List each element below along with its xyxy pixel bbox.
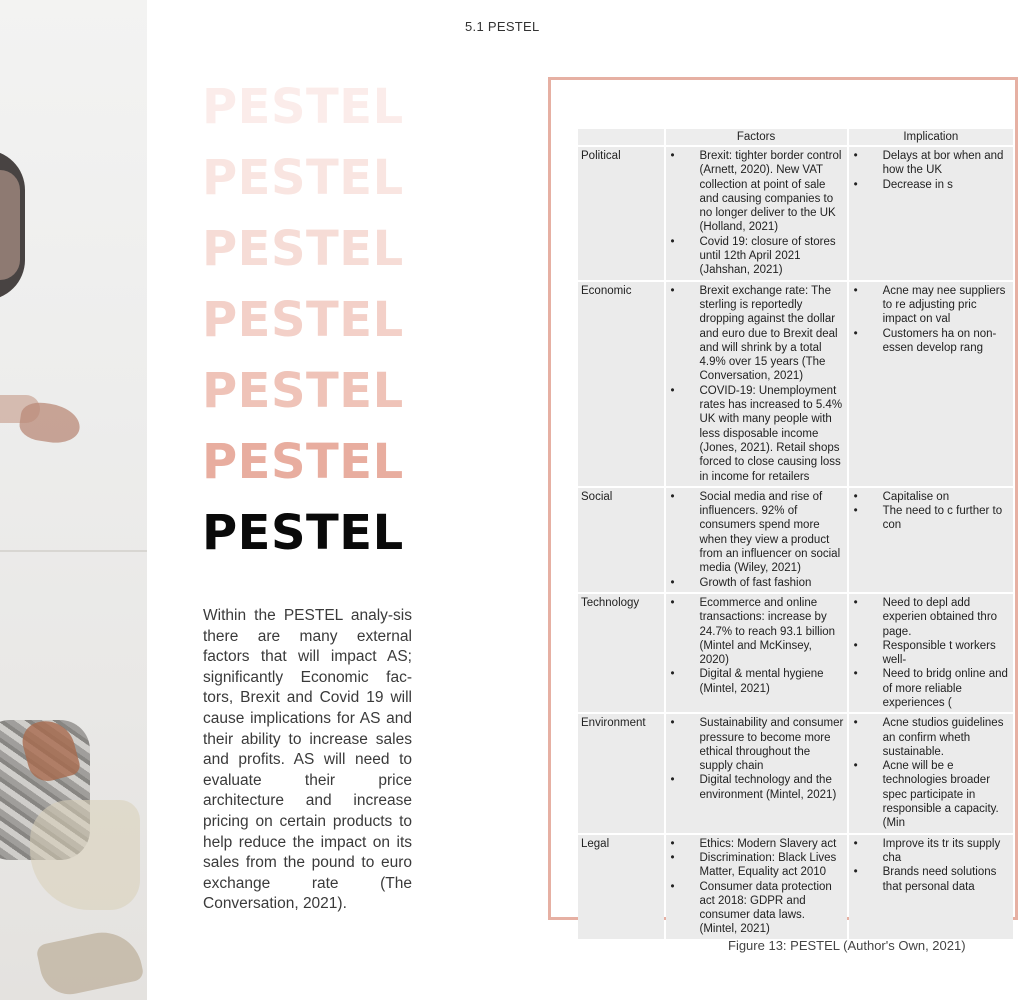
bullet-list: [669, 284, 844, 484]
bullet-item: • Acne studios guidelines an confirm wheth sustainable.: [852, 716, 1010, 759]
bullet-item: • Social media and rise of influencers. 92% of consumers spend more when they view a product from an influencer on social media (Wiley, 2021): [669, 490, 844, 576]
bullet-list: [669, 837, 844, 937]
bullet-list: [669, 716, 844, 802]
bullet-list: [852, 596, 1010, 710]
header-implications: Implication: [849, 129, 1013, 145]
photo-sheer-fabric: [30, 800, 140, 910]
factors-cell: [666, 835, 847, 939]
bullet-item: • Delays at bor when and how the UK: [852, 149, 1010, 178]
intro-paragraph: Within the PESTEL analy-sis there are many external factors that will impact AS; significantly Economic fac-tors, Brexit and Covid 19 will cause implications for AS and their ability to increase sales and profits. AS will need to evaluate their price architecture and increase pricing on certain products to help reduce the impact on its sales from the pound to euro exchange rate (The Conversation, 2021).: [203, 607, 412, 913]
bullet-item: • COVID-19: Unemployment rates has increased to 5.4% UK with many people with less disposable income (Jones, 2021). Retail shops forced to close causing loss in income for retailers: [669, 384, 844, 484]
pestel-word: PESTEL: [202, 79, 404, 135]
implications-cell: [849, 147, 1013, 280]
factors-cell: [666, 714, 847, 832]
implications-cell: [849, 835, 1013, 939]
bullet-item: • Discrimination: Black Lives Matter, Equality act 2010: [669, 851, 844, 880]
row-label: Environment: [578, 714, 664, 832]
photo-face: [0, 170, 20, 280]
table-row: [578, 147, 1013, 280]
row-label: Social: [578, 488, 664, 592]
pestel-word: PESTEL: [202, 221, 404, 277]
factors-cell: [666, 282, 847, 486]
photo-floor-line: [0, 550, 147, 552]
bullet-list: [669, 149, 844, 278]
bullet-item: • Growth of fast fashion: [669, 576, 844, 590]
table-row: [578, 282, 1013, 486]
bullet-item: • Digital & mental hygiene (Mintel, 2021): [669, 667, 844, 696]
bullet-item: • Acne may nee suppliers to re adjusting pric impact on val: [852, 284, 1010, 327]
table-row: [578, 594, 1013, 712]
pestel-table: [576, 127, 1015, 941]
bullet-item: • Sustainability and consumer pressure to become more ethical throughout the supply chain: [669, 716, 844, 773]
figure-caption: Figure 13: PESTEL (Author's Own, 2021): [728, 938, 966, 953]
row-label: Technology: [578, 594, 664, 712]
bullet-list: [852, 490, 1010, 533]
fashion-photo: [0, 0, 147, 1000]
section-title: 5.1 PESTEL: [465, 19, 540, 34]
bullet-item: • Improve its tr its supply cha: [852, 837, 1010, 866]
pestel-word-stack: [202, 72, 422, 569]
pestel-word: PESTEL: [202, 363, 404, 419]
bullet-item: • Ecommerce and online transactions: increase by 24.7% to reach 93.1 billion (Mintel and McKinsey, 2020): [669, 596, 844, 667]
bullet-item: • Ethics: Modern Slavery act: [669, 837, 844, 851]
bullet-item: • Consumer data protection act 2018: GDPR and consumer data laws. (Mintel, 2021): [669, 880, 844, 937]
bullet-item: • Acne will be e technologies broader spec participate in responsible a capacity. (Min: [852, 759, 1010, 830]
bullet-item: • Customers ha on non-essen develop rang: [852, 327, 1010, 356]
row-label: Political: [578, 147, 664, 280]
bullet-list: [852, 716, 1010, 830]
bullet-item: • Digital technology and the environment (Mintel, 2021): [669, 773, 844, 802]
header-factors: Factors: [666, 129, 847, 145]
table-row: [578, 488, 1013, 592]
bullet-item: • Brands need solutions that personal data: [852, 865, 1010, 894]
table-frame: [548, 77, 1018, 936]
bullet-item: • Capitalise on: [852, 490, 1010, 504]
bullet-item: • Brexit: tighter border control (Arnett, 2020). New VAT collection at point of sale and causing companies to no longer deliver to the UK (Holland, 2021): [669, 149, 844, 235]
bullet-item: • The need to c further to con: [852, 504, 1010, 533]
bullet-item: • Brexit exchange rate: The sterling is reportedly dropping against the dollar and euro due to Brexit deal and will shrink by a total 4.9% over 15 years (The Conversation, 2021): [669, 284, 844, 384]
implications-cell: [849, 714, 1013, 832]
implications-cell: [849, 594, 1013, 712]
bullet-item: • Responsible t workers well-: [852, 639, 1010, 668]
pestel-word: PESTEL: [202, 505, 404, 561]
factors-cell: [666, 147, 847, 280]
implications-cell: [849, 282, 1013, 486]
bullet-list: [852, 149, 1010, 192]
bullet-list: [669, 490, 844, 590]
bullet-list: [852, 284, 1010, 355]
photo-shoe-sole: [35, 925, 144, 1000]
header-empty: [578, 129, 664, 145]
factors-cell: [666, 594, 847, 712]
table-row: [578, 835, 1013, 939]
table-row: [578, 714, 1013, 832]
bullet-item: • Covid 19: closure of stores until 12th April 2021 (Jahshan, 2021): [669, 235, 844, 278]
bullet-item: • Need to depl add experien obtained thro page.: [852, 596, 1010, 639]
implications-cell: [849, 488, 1013, 592]
factors-cell: [666, 488, 847, 592]
row-label: Economic: [578, 282, 664, 486]
photo-hand: [18, 400, 83, 446]
bullet-item: • Need to bridg online and of more reliable experiences (: [852, 667, 1010, 710]
pestel-word: PESTEL: [202, 292, 404, 348]
table-header-row: [578, 129, 1013, 145]
pestel-word: PESTEL: [202, 434, 404, 490]
pestel-word: PESTEL: [202, 150, 404, 206]
bullet-list: [852, 837, 1010, 894]
row-label: Legal: [578, 835, 664, 939]
bullet-list: [669, 596, 844, 696]
bullet-item: • Decrease in s: [852, 178, 1010, 192]
